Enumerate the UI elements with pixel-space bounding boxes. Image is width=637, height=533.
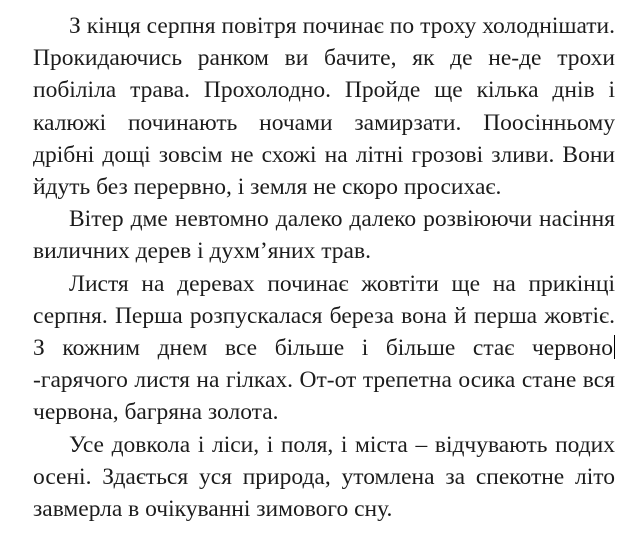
paragraph-3-text-after-cursor: -гарячого листя на гілках. От-от трепетна осика стане вся червона, багряна золота. bbox=[33, 367, 615, 426]
paragraph-1: З кінця серпня повітря починає по троху холоднішати. Прокидаючись ранком ви бачите, як де не-де трохи побіліла трава. Прохолодно. Пройде ще кілька днів і калюжі починають ночами замирзати. Поосінньому дрібні дощі зовсім не схожі на літні грозові зливи. Вони йдуть без перервно, і земля не скоро просихає. bbox=[33, 13, 615, 201]
document-text[interactable] bbox=[33, 10, 615, 525]
paragraph-2: Вітер дме невтомно далеко далеко розвіюючи насіння виличних дерев і духм’яних трав. bbox=[33, 206, 615, 265]
paragraph-3-text-before-cursor: Листя на деревах починає жовтіти ще на прикінці серпня. Перша розпускалася береза вона й перша жовтіє. З кожним днем все більше і більше стає червоно bbox=[33, 270, 615, 362]
paragraph-4: Усе довкола і ліси, і поля, і міста – відчувають подих осені. Здається уся природа, утомлена за спекотне літо завмерла в очікуванні зимового сну. bbox=[33, 431, 615, 523]
paragraph-3 bbox=[33, 268, 615, 429]
text-cursor bbox=[614, 335, 615, 359]
